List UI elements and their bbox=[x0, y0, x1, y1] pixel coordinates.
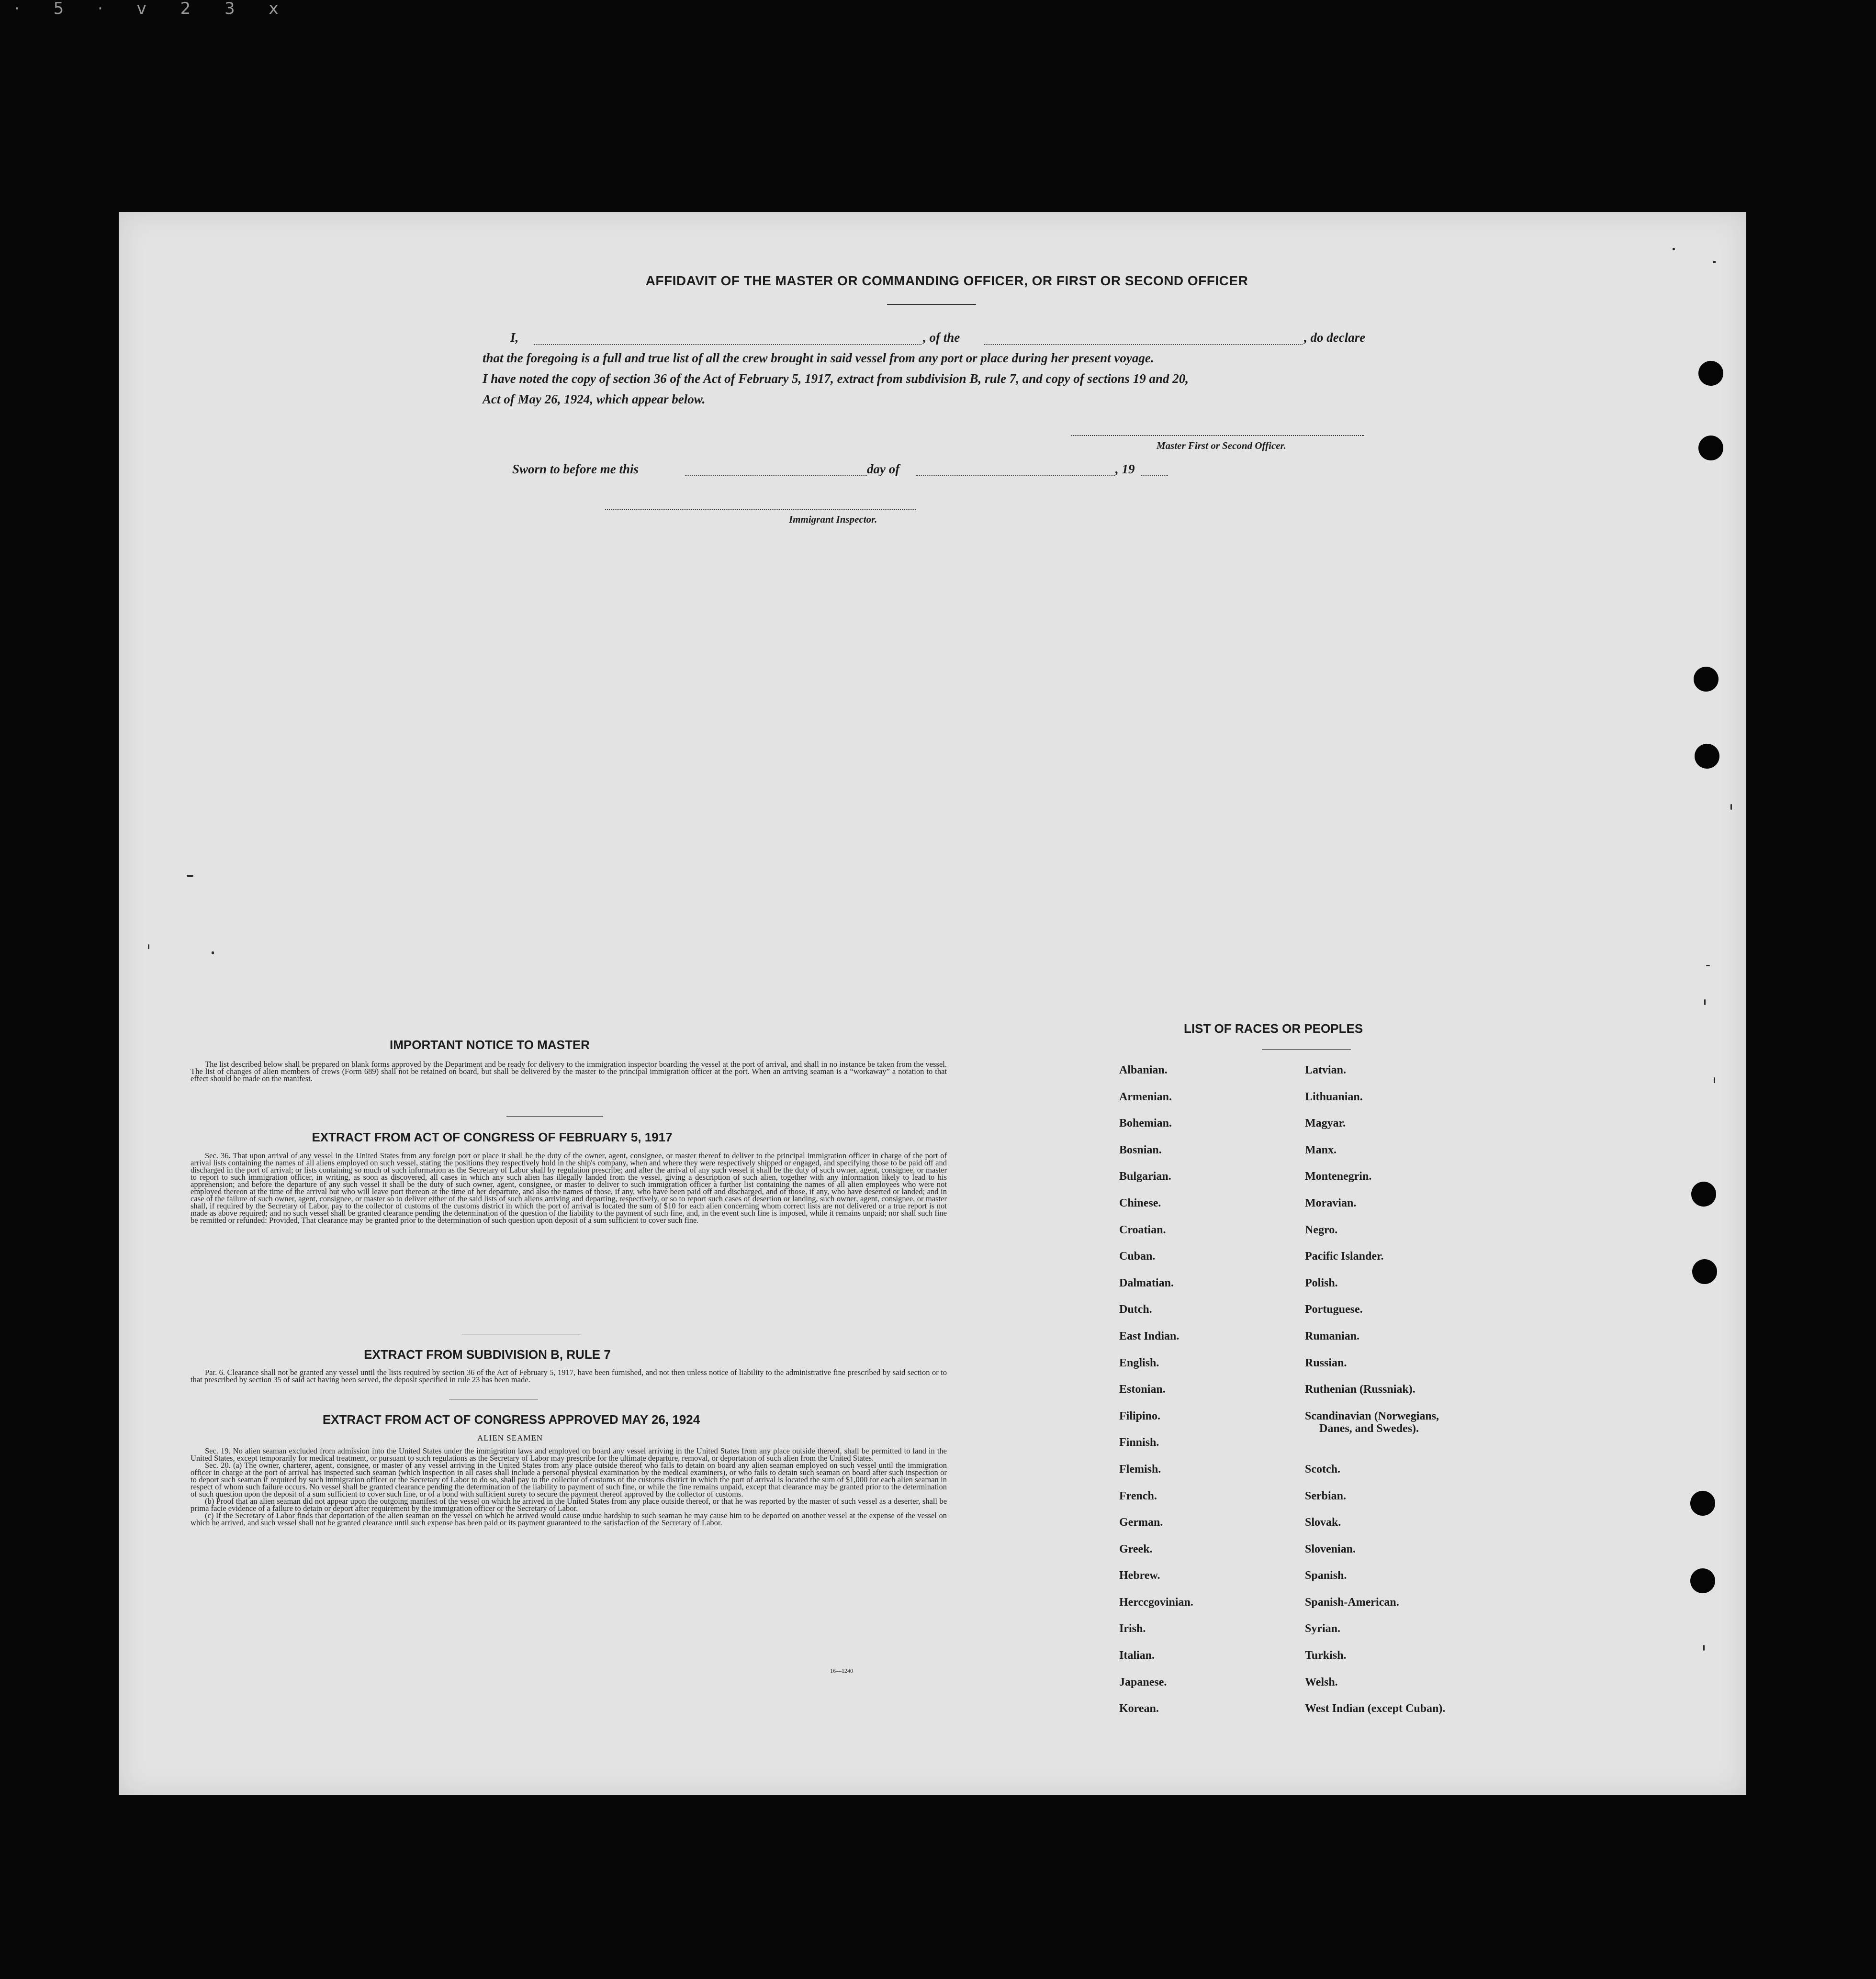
section-20b-text: (b) Proof that an alien seaman did not appear upon the outgoing manifest of the vessel on which he arrived in the United States from any place outside thereof, or that he was reported by the master of such vessel as a deserter, shall be prima facie evidence of a failure to detain or deport after requirement by the immigration officer or the Secretary of Labor. bbox=[191, 1497, 947, 1513]
race-item: Dalmatian. bbox=[1119, 1276, 1174, 1289]
race-item: Slovak. bbox=[1305, 1516, 1341, 1529]
master-signature-label: Master First or Second Officer. bbox=[1157, 440, 1286, 451]
race-item: Hebrew. bbox=[1119, 1569, 1160, 1582]
paper-speck bbox=[1730, 804, 1732, 810]
section-20c-text: (c) If the Secretary of Labor finds that deportation of the alien seaman on the vessel on which he arrived would cause undue hardship to such seaman he may cause him to be deported on another vessel at the expense of the vessel on which he arrived, and such vessel shall not be granted clearance until such expense has been paid or its payment guaranteed to the satisfaction of the Secretary of Labor. bbox=[191, 1511, 947, 1527]
race-item: Turkish. bbox=[1305, 1649, 1347, 1662]
sworn-statement-start: Sworn to before me this bbox=[512, 462, 639, 476]
extract-1917-title: EXTRACT FROM ACT OF CONGRESS OF FEBRUARY 5, 1917 bbox=[312, 1130, 673, 1144]
paper-speck bbox=[148, 944, 149, 949]
race-item: East Indian. bbox=[1119, 1330, 1180, 1342]
extract-1917-text: Sec. 36. That upon arrival of any vessel in the United States from any foreign port or place it shall be the duty of the owner, agent, consignee, or master thereof to deliver to the principal immigration officer in charge of the port of arrival lists containing the names of all aliens employed on such vessel, stating the positions they respectively hold in the ship's company, when and where they were respectively shipped or engaged, and specifying those to be paid off and discharged in the port of arrival; or lists containing so much of such information as the Secretary of Labor shall by regulation prescribe; and after the arrival of any such vessel it shall be the duty of such owner, agent, consignee, or master to report to such immigration officer, in writing, as soon as discovered, all cases in which any such alien has illegally landed from the vessel, giving a description of such alien, together with any information likely to lead to his apprehension; and before the departure of any such vessel it shall be the duty of such owner, agent, consignee, or master to deliver to such immigration officer a further list containing the names of all alien employees who were not employed thereon at the time of the arrival but who will leave port thereon at the time of her departure, and also the names of those, if any, who have been paid off and discharged, and of those, if any, who have deserted or landed; and in case of the failure of such owner, agent, consignee, or master so to deliver either of the said lists of such aliens arriving and departing, respectively, or so to report such cases of desertion or landing, such owner, agent, consignee, or master shall, if required by the Secretary of Labor, pay to the collector of customs of the customs district in which the port of arrival is located the sum of $10 for each alien concerning whom correct lists are not delivered or a true report is not made as above required; and no such vessel shall be granted clearance pending the determination of the question of the liability to the payment of such fine, and, in the event such fine is imposed, while it remains unpaid; nor shall such fine be remitted or refunded: Provided, That clearance may be granted prior to the determination of such question upon deposit of a sum sufficient to cover such fine. bbox=[191, 1151, 947, 1225]
sworn-day-of: day of bbox=[867, 462, 900, 476]
race-item-text: Scandinavian (Norwegians, bbox=[1305, 1409, 1439, 1422]
races-list-right bbox=[1305, 1064, 1445, 1729]
paper-speck bbox=[1673, 248, 1675, 250]
race-item: Japanese. bbox=[1119, 1676, 1167, 1688]
race-item: Rumanian. bbox=[1305, 1330, 1360, 1342]
races-list-left bbox=[1119, 1064, 1193, 1729]
race-item: Bosnian. bbox=[1119, 1143, 1162, 1156]
alien-seamen-heading: ALIEN SEAMEN bbox=[477, 1433, 543, 1442]
notice-text: The list described below shall be prepared on blank forms approved by the Department and be ready for delivery to the immigration inspector boarding the vessel at the port of arrival, and shall in no instance be taken from the vessel. The list of changes of alien members of crews (Form 689) shall not be retained on board, but shall be delivered by the master to the principal immigration officer at the port. When an arriving seaman is a “workaway” a notation to that effect should be made on the manifest. bbox=[191, 1060, 947, 1083]
binder-hole bbox=[1691, 1182, 1716, 1207]
race-item: Polish. bbox=[1305, 1276, 1338, 1289]
race-item bbox=[1305, 1410, 1445, 1463]
binder-hole bbox=[1695, 744, 1719, 769]
paper-speck bbox=[1704, 999, 1706, 1005]
extract-rule7-text: Par. 6. Clearance shall not be granted any vessel until the lists required by section 36 of the Act of February 5, 1917, have been furnished, and not then unless notice of liability to the administrative fine prescribed by said section or to that prescribed by section 35 of said act having been served, the deposit specified in rule 23 has been made. bbox=[191, 1368, 947, 1384]
race-item: Slovenian. bbox=[1305, 1543, 1356, 1555]
race-item: Scotch. bbox=[1305, 1463, 1340, 1476]
race-item: French. bbox=[1119, 1489, 1157, 1502]
race-item: Montenegrin. bbox=[1305, 1170, 1372, 1183]
race-item: Russian. bbox=[1305, 1356, 1347, 1369]
declaration-line-4: Act of May 26, 1924, which appear below. bbox=[483, 392, 706, 406]
inspector-signature-line bbox=[605, 509, 916, 510]
extract-1924-text bbox=[191, 1447, 947, 1526]
race-item: Estonian. bbox=[1119, 1383, 1166, 1396]
binder-hole bbox=[1690, 1491, 1715, 1516]
race-item: Dutch. bbox=[1119, 1303, 1152, 1316]
sworn-year-blank bbox=[1141, 475, 1168, 476]
section-19-text: Sec. 19. No alien seaman excluded from admission into the United States under the immigration laws and employed on board any vessel arriving in the United States from any place outside thereof, shall be permitted to land in the United States, except temporarily for medical treatment, or pursuant to such regulations as the Secretary of Labor may prescribe for the ultimate departure, removal, or deportation of such alien from the United States. bbox=[191, 1446, 947, 1463]
binder-hole bbox=[1694, 667, 1719, 692]
race-item: Manx. bbox=[1305, 1143, 1337, 1156]
race-item-continuation: Danes, and Swedes). bbox=[1319, 1422, 1419, 1435]
race-item: West Indian (except Cuban). bbox=[1305, 1702, 1446, 1715]
paper-speck bbox=[187, 875, 193, 877]
document-page bbox=[119, 212, 1746, 1795]
notice-title: IMPORTANT NOTICE TO MASTER bbox=[390, 1038, 590, 1052]
race-item: Albanian. bbox=[1119, 1064, 1168, 1076]
binder-hole bbox=[1690, 1568, 1715, 1593]
race-item: Negro. bbox=[1305, 1223, 1338, 1236]
section-20a-text: Sec. 20. (a) The owner, charterer, agent, consignee, or master of any vessel arriving in the United States from any place outside thereof who fails to detain on board any alien seaman employed on such vessel until the immigration officer in charge at the port of arrival has inspected such seaman (which inspection in all cases shall include a personal physical examination by the medical examiners), or who fails to detain such seaman on board after such inspection or to deport such seaman if required by such immigration officer or the Secretary of Labor to do so, shall pay to the collector of customs of the customs district in which the port of arrival is located the sum of $1,000 for each alien seaman in respect of whom such failure occurs. No vessel shall be granted clearance pending the determination of the liability to payment of such fine, or while the fine remains unpaid, except that clearance may be granted prior to the determination of such question upon the deposit of a sum sufficient to cover such fine, or of a bond with sufficient surety to secure the payment thereof approved by the collector of customs. bbox=[191, 1461, 947, 1498]
race-item: Pacific Islander. bbox=[1305, 1250, 1384, 1263]
inspector-signature-label: Immigrant Inspector. bbox=[789, 514, 877, 525]
binder-hole bbox=[1692, 1259, 1717, 1284]
race-item: Chinese. bbox=[1119, 1196, 1161, 1209]
race-item: Moravian. bbox=[1305, 1196, 1357, 1209]
race-item: Irish. bbox=[1119, 1622, 1146, 1635]
paper-speck bbox=[1714, 1077, 1715, 1083]
race-item: Italian. bbox=[1119, 1649, 1155, 1662]
binder-hole bbox=[1698, 436, 1723, 460]
notice-rule bbox=[506, 1116, 603, 1117]
race-item: Latvian. bbox=[1305, 1064, 1347, 1076]
race-item: Croatian. bbox=[1119, 1223, 1166, 1236]
race-item: Herccgovinian. bbox=[1119, 1596, 1193, 1609]
declaration-line-1-end: , do declare bbox=[1304, 330, 1366, 345]
declaration-line-1-mid: , of the bbox=[923, 330, 960, 345]
declaration-line-1-start: I, bbox=[510, 330, 519, 345]
race-item: English. bbox=[1119, 1356, 1159, 1369]
sworn-date-blank bbox=[685, 475, 867, 476]
race-item: Cuban. bbox=[1119, 1250, 1156, 1263]
master-signature-line bbox=[1071, 435, 1364, 436]
declaration-line-3: I have noted the copy of section 36 of the Act of February 5, 1917, extract from subdivision B, rule 7, and copy of sections 19 and 20, bbox=[483, 371, 1189, 386]
affidavit-title: AFFIDAVIT OF THE MASTER OR COMMANDING OFFICER, OR FIRST OR SECOND OFFICER bbox=[645, 273, 1248, 288]
sworn-month-blank bbox=[916, 475, 1115, 476]
race-item: Syrian. bbox=[1305, 1622, 1341, 1635]
race-item: Spanish-American. bbox=[1305, 1596, 1399, 1609]
paper-speck bbox=[212, 951, 214, 954]
declaration-line-2: that the foregoing is a full and true list of all the crew brought in said vessel from any port or place during her present voyage. bbox=[483, 351, 1154, 365]
race-item: Welsh. bbox=[1305, 1676, 1338, 1688]
race-item: Korean. bbox=[1119, 1702, 1159, 1715]
extract-1924-title: EXTRACT FROM ACT OF CONGRESS APPROVED MAY 26, 1924 bbox=[322, 1412, 700, 1427]
race-item: Bohemian. bbox=[1119, 1117, 1172, 1130]
race-item: Portuguese. bbox=[1305, 1303, 1363, 1316]
race-item: Serbian. bbox=[1305, 1489, 1347, 1502]
sworn-year: , 19 bbox=[1115, 462, 1135, 476]
races-rule bbox=[1262, 1049, 1351, 1050]
races-title: LIST OF RACES OR PEOPLES bbox=[1184, 1021, 1363, 1036]
film-margin-marks: · 5 · v 2 3 x bbox=[14, 0, 293, 18]
race-item: Greek. bbox=[1119, 1543, 1153, 1555]
vessel-name-blank bbox=[984, 344, 1303, 345]
race-item: Finnish. bbox=[1119, 1436, 1159, 1449]
race-item: Ruthenian (Russniak). bbox=[1305, 1383, 1415, 1396]
race-item: Spanish. bbox=[1305, 1569, 1347, 1582]
paper-speck bbox=[1706, 965, 1710, 966]
binder-hole bbox=[1698, 361, 1723, 386]
extract-rule7-title: EXTRACT FROM SUBDIVISION B, RULE 7 bbox=[364, 1347, 611, 1362]
race-item: Bulgarian. bbox=[1119, 1170, 1171, 1183]
paper-speck bbox=[1713, 261, 1716, 263]
race-item: Lithuanian. bbox=[1305, 1090, 1363, 1103]
race-item: Magyar. bbox=[1305, 1117, 1346, 1130]
race-item: Filipino. bbox=[1119, 1409, 1161, 1422]
form-number: 16—1240 bbox=[830, 1667, 853, 1674]
race-item: German. bbox=[1119, 1516, 1163, 1529]
race-item: Armenian. bbox=[1119, 1090, 1172, 1103]
master-name-blank bbox=[534, 344, 921, 345]
paper-speck bbox=[1703, 1645, 1705, 1651]
title-rule bbox=[887, 304, 976, 305]
race-item: Flemish. bbox=[1119, 1463, 1161, 1476]
